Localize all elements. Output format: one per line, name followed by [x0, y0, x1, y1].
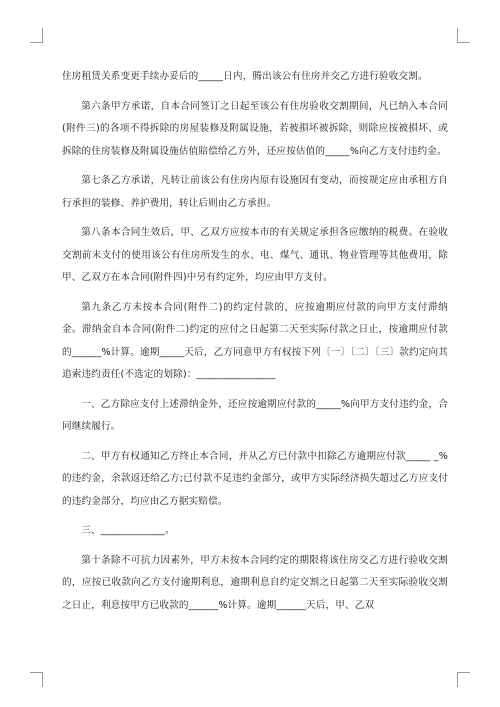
paragraph-article-8: 第八条本合同生效后，甲、乙双方应按本市的有关规定承担各应缴纳的税费。在验收交割前未支付的使用该公有住房所发生的水、电、煤气、通讯、物业管理等其他费用，除甲、乙双方在本合同(附件四)中另有约定外，均应由甲方支付。 — [62, 227, 448, 283]
paragraph-article-7: 第七条乙方承诺，凡转让前该公有住房内原有设施因有变动，而按规定应由承租方自行承担的装修、养护费用，转让后则由乙方承担。 — [62, 175, 448, 209]
document-body — [62, 66, 448, 624]
paragraph-clause-3: 三、_____________。 — [81, 525, 175, 536]
paragraph-article-9: 第九条乙方未按本合同(附件二)的约定付款的，应按逾期应付款的向甲方支付滞纳金。滞纳金自本合同(附件二)约定的应付之日起第二天至实际付款之日止，按逾期应付款的______%计算。逾期_____天后，乙方同意甲方有权按下列〔一〕〔二〕〔三〕款约定向其追索违约责任(不选定的划除)：________________ — [62, 301, 448, 380]
paragraph-article-6: 第六条甲方承诺，自本合同签订之日起至该公有住房验收交割期间，凡已纳入本合同(附件三)的各项不得拆除的房屋装修及附属设施，若被損坏被拆除，则除应按被損坏、或拆除的住房装修及附属设施估值賠偿给乙方外，还应按估值的_____%向乙方支付违约金。 — [62, 100, 448, 157]
corner-mark-bottom-left — [30, 672, 43, 687]
paragraph-continuation: 住房租赁关系变更手续办妥后的_____日内，腾出该公有住房并交乙方进行验收交割。 — [62, 71, 428, 82]
paragraph-article-10: 第十条除不可抗力因素外，甲方未按本合同约定的期限将该住房交乙方进行验收交割的，应按已收款向乙方支付逾期利息，逾期利息自约定交割之日起第二天至实际验收交割之日止，利息按甲方已收款的______%计算。逾期______天后，甲、乙双 — [62, 554, 448, 611]
corner-mark-bottom-right — [457, 672, 470, 687]
corner-mark-top-left — [30, 28, 43, 43]
paragraph-clause-1: 一、乙方除应支付上述滞纳金外，还应按逾期应付款的_____%向甲方支付违约金，合同继续履行。 — [62, 398, 448, 432]
corner-mark-top-right — [457, 28, 470, 43]
paragraph-clause-2: 二、甲方有权通知乙方终止本合同，并从乙方已付款中扣除乙方逾期应付款_____ _%的违约金，余款返还给乙方;已付款不足违约金部分，或甲方实际经济损失超过乙方应支付的违约金部分，均应由乙方据实赔偿。 — [62, 450, 448, 507]
